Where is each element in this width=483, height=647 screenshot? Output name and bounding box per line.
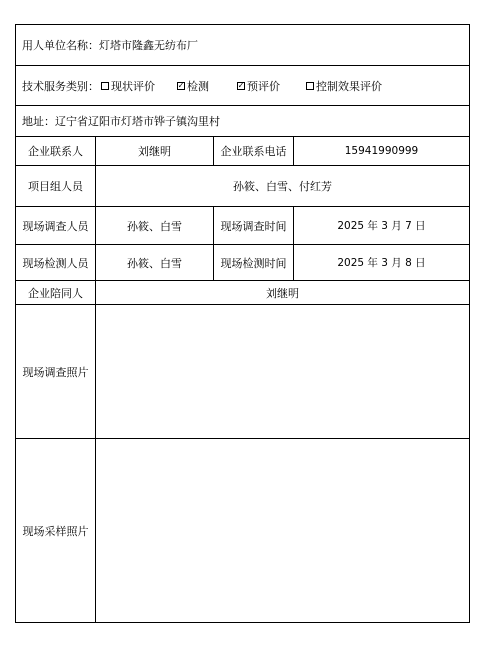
option-pre-evaluation[interactable] xyxy=(237,78,280,94)
survey-time-value: 2025 年 3 月 7 日 xyxy=(293,207,469,244)
team-value: 孙筱、白雪、付红芳 xyxy=(95,166,469,206)
service-category-label: 技术服务类别： xyxy=(22,79,99,93)
survey-photos-row xyxy=(16,305,469,439)
survey-staff-label: 现场调查人员 xyxy=(22,219,89,233)
unit-name-cell xyxy=(16,25,469,65)
phone-label: 企业联系电话 xyxy=(213,137,293,165)
survey-staff-value: 孙筱、白雪 xyxy=(95,207,213,244)
checkbox-unchecked-icon[interactable] xyxy=(306,82,314,90)
option-label: 现状评价 xyxy=(111,79,155,93)
testing-time-value: 2025 年 3 月 8 日 xyxy=(293,245,469,280)
contact-name: 刘继明 xyxy=(95,137,213,165)
service-category-cell xyxy=(16,66,469,105)
unit-name-value: 灯塔市隆鑫无纺布厂 xyxy=(99,39,198,52)
escort-row xyxy=(16,281,469,305)
team-label: 项目组人员 xyxy=(28,180,83,193)
sampling-photos-label: 现场采样照片 xyxy=(22,524,89,538)
address-value: 辽宁省辽阳市灯塔市铧子镇沟里村 xyxy=(55,115,220,128)
unit-name-label: 用人单位名称： xyxy=(22,39,99,52)
survey-time-label: 现场调查时间 xyxy=(213,207,293,244)
escort-value: 刘继明 xyxy=(95,281,469,304)
team-row xyxy=(16,166,469,207)
address-cell xyxy=(16,106,469,136)
survey-record-form xyxy=(15,24,470,623)
checkbox-unchecked-icon[interactable] xyxy=(101,82,109,90)
phone-value: 15941990999 xyxy=(293,137,469,165)
option-label: 预评价 xyxy=(247,79,280,93)
address-label: 地址： xyxy=(22,115,55,128)
checkbox-checked-icon[interactable]: ✓ xyxy=(177,80,185,90)
checkbox-checked-icon[interactable]: ✓ xyxy=(237,80,245,90)
testing-staff-value: 孙筱、白雪 xyxy=(95,245,213,280)
sampling-photos-area xyxy=(95,439,469,622)
address-row xyxy=(16,106,469,137)
survey-row xyxy=(16,207,469,245)
testing-time-label: 现场检测时间 xyxy=(213,245,293,280)
testing-row xyxy=(16,245,469,281)
testing-staff-label: 现场检测人员 xyxy=(22,256,89,270)
survey-photos-label: 现场调查照片 xyxy=(22,365,89,379)
contact-row xyxy=(16,137,469,166)
escort-label: 企业陪同人 xyxy=(28,286,83,300)
unit-name-row xyxy=(16,25,469,66)
survey-photos-area xyxy=(95,305,469,438)
contact-label: 企业联系人 xyxy=(28,145,83,158)
option-label: 控制效果评价 xyxy=(316,79,382,93)
service-category-row xyxy=(16,66,469,106)
option-testing[interactable] xyxy=(177,78,209,94)
option-status-evaluation[interactable] xyxy=(101,78,155,94)
sampling-photos-row xyxy=(16,439,469,622)
option-control-effect-evaluation[interactable] xyxy=(306,78,382,94)
option-label: 检测 xyxy=(187,79,209,93)
